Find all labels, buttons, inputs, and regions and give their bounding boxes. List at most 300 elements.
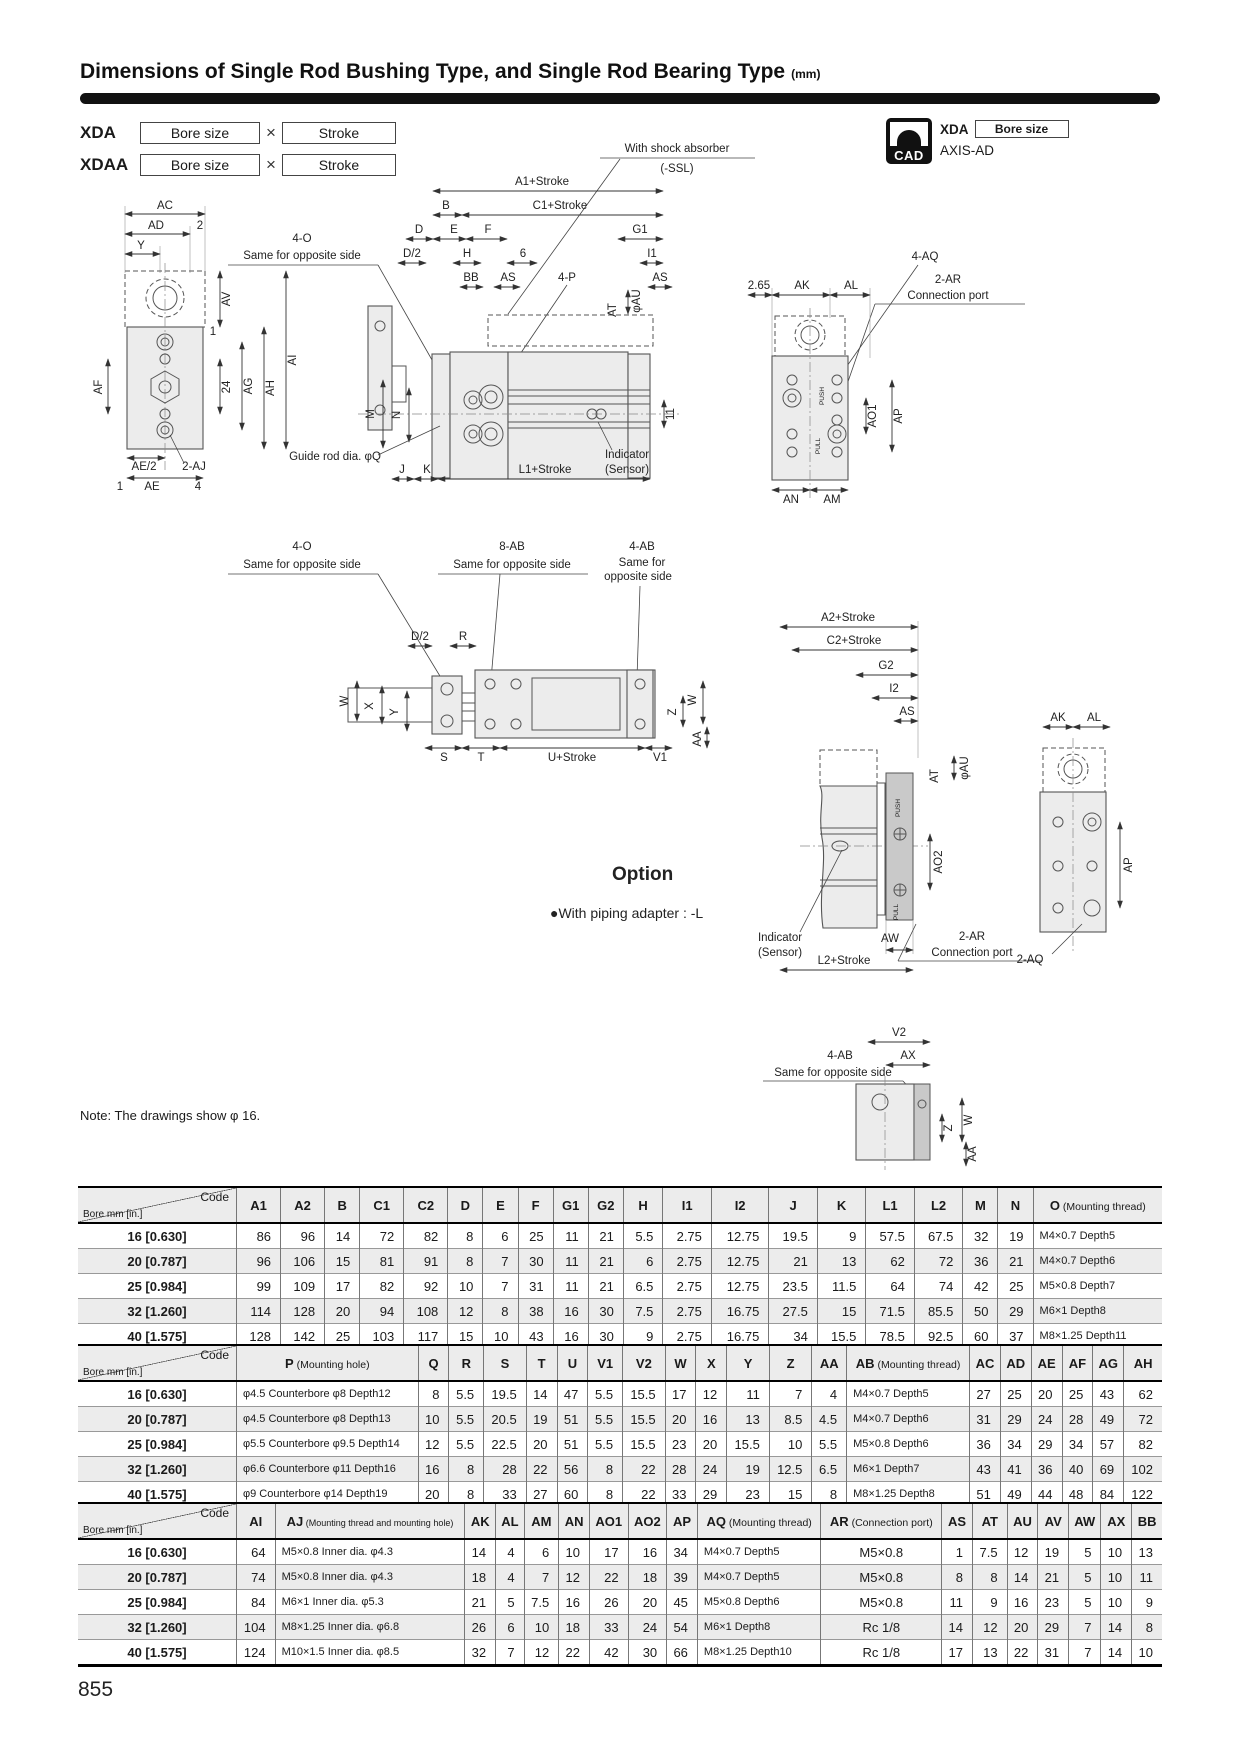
table-cell: 47 [557, 1381, 588, 1407]
table-cell: 45 [667, 1590, 698, 1615]
table-cell: 30 [628, 1640, 667, 1666]
table-cell: 62 [1124, 1381, 1162, 1407]
table-cell: 10 [769, 1432, 812, 1457]
dim-label: AW [880, 933, 900, 945]
table-cell: 10 [524, 1615, 559, 1640]
drawing-top-views [80, 138, 1160, 510]
table-cell: 21 [1038, 1565, 1069, 1590]
dim-label: I1 [647, 248, 657, 260]
dim-label: AA [692, 731, 704, 747]
table-cell: 2.75 [663, 1223, 712, 1249]
dim-label: AO2 [933, 850, 945, 874]
table-cell: 30 [588, 1324, 623, 1350]
table-cell: 5.5 [812, 1432, 847, 1457]
dim-label: AD [148, 220, 164, 232]
callout-label: 2-AR [958, 931, 986, 943]
table-cell: 37 [998, 1324, 1033, 1350]
table-cell: 34 [1000, 1432, 1031, 1457]
column-header: E [483, 1187, 518, 1223]
table-cell: 74 [237, 1565, 276, 1590]
table-cell: 10 [1101, 1539, 1132, 1565]
column-header: AA [812, 1345, 847, 1381]
dim-label: D/2 [411, 631, 429, 643]
bore-size-cell: 40 [1.575] [127, 1644, 187, 1660]
table-row [78, 1223, 1162, 1249]
table-cell: 64 [866, 1274, 915, 1299]
table-row [78, 1274, 1162, 1299]
table-cell: 82 [1124, 1432, 1162, 1457]
table-cell: 21 [769, 1249, 818, 1274]
column-header: Y [727, 1345, 770, 1381]
table-cell: 56 [557, 1457, 588, 1482]
table-cell: 4 [496, 1565, 524, 1590]
table-cell: 78.5 [866, 1324, 915, 1350]
table-cell: 5 [496, 1590, 524, 1615]
table-cell: M5×0.8 [821, 1590, 942, 1615]
stroke-box: Stroke [282, 154, 396, 176]
table-cell: M8×1.25 Depth10 [697, 1640, 820, 1666]
adapter-bottom-view [763, 1027, 979, 1170]
table-cell: 7 [1069, 1640, 1101, 1666]
table-cell: 40 [1062, 1457, 1093, 1482]
dimension-table-2 [78, 1344, 1162, 1509]
bore-size-cell: 20 [0.787] [127, 1569, 187, 1585]
table-row [78, 1381, 1162, 1407]
dimension-table-2-wrap [78, 1344, 1162, 1509]
table-cell: 7 [483, 1249, 518, 1274]
dim-label: L2+Stroke [817, 955, 871, 967]
table-row [78, 1457, 1162, 1482]
table-cell: 82 [360, 1274, 404, 1299]
table-row [78, 1249, 1162, 1274]
table-cell: 57.5 [866, 1223, 915, 1249]
table-cell: 20 [1031, 1381, 1062, 1407]
bore-size-cell: 40 [1.575] [127, 1486, 187, 1502]
table-cell: M5×0.8 [821, 1565, 942, 1590]
table-cell: 34 [769, 1324, 818, 1350]
column-header: X [696, 1345, 727, 1381]
table-cell: 29 [1031, 1432, 1062, 1457]
table-cell: 99 [237, 1274, 281, 1299]
table-cell: 7.5 [972, 1539, 1007, 1565]
table-cell: 64 [237, 1539, 276, 1565]
table-cell: 85.5 [914, 1299, 963, 1324]
table-row [78, 1407, 1162, 1432]
callout-label: 4-O [292, 233, 312, 245]
callout-label: Same for opposite side [774, 1067, 892, 1079]
dim-label: X [364, 702, 376, 710]
table-cell: 25 [998, 1274, 1033, 1299]
bore-size-cell: 32 [1.260] [127, 1461, 187, 1477]
table-cell: 44 [1031, 1482, 1062, 1508]
table-cell: 13 [972, 1640, 1007, 1666]
multiply-icon: × [266, 123, 276, 142]
column-header: AV [1038, 1503, 1069, 1539]
table-cell: 12 [972, 1615, 1007, 1640]
table-cell: 16 [553, 1299, 588, 1324]
column-header: S [484, 1345, 527, 1381]
callout-label: 2-AR [934, 274, 962, 286]
table-cell: 24 [696, 1457, 727, 1482]
table-cell: 69 [1093, 1457, 1124, 1482]
column-header: V2 [623, 1345, 666, 1381]
table-cell: 12.75 [711, 1274, 768, 1299]
table-row [78, 1432, 1162, 1457]
dim-label: W [963, 1114, 975, 1126]
table-cell: Rc 1/8 [821, 1615, 942, 1640]
callout-label: Connection port [931, 947, 1013, 959]
dim-label: U+Stroke [547, 752, 597, 764]
table-cell: 36 [1031, 1457, 1062, 1482]
table-cell: 7 [483, 1274, 518, 1299]
table-cell: 8.5 [769, 1407, 812, 1432]
piping-adapter-side-view [758, 612, 1042, 970]
dim-label: V1 [652, 752, 668, 764]
table-cell: 8 [418, 1381, 449, 1407]
table-cell: 60 [557, 1482, 588, 1508]
rear-end-view [748, 251, 1025, 506]
table-cell: 5 [1069, 1565, 1101, 1590]
table-cell: 6.5 [623, 1274, 663, 1299]
dim-label: Y [137, 240, 145, 252]
cad-label: CAD [894, 148, 924, 163]
dim-label: K [423, 464, 431, 476]
table-cell: 51 [557, 1407, 588, 1432]
table-cell: φ4.5 Counterbore φ8 Depth12 [237, 1381, 419, 1407]
table-cell: 15 [448, 1324, 483, 1350]
table-cell: 20 [526, 1432, 557, 1457]
table-cell: 8 [448, 1223, 483, 1249]
column-header: N [998, 1187, 1033, 1223]
table-cell: 14 [942, 1615, 973, 1640]
table-cell: 25 [325, 1324, 360, 1350]
table-cell: M6×1 Inner dia. φ5.3 [275, 1590, 465, 1615]
table-cell: 11 [553, 1249, 588, 1274]
table-cell: M4×0.7 Depth5 [697, 1565, 820, 1590]
column-header: A2 [281, 1187, 325, 1223]
callout-label: Connection port [907, 290, 989, 302]
dim-label: Z [943, 1124, 955, 1132]
callout-label: Indicator [604, 449, 650, 461]
table-cell: M5×0.8 Inner dia. φ4.3 [275, 1565, 465, 1590]
dim-label: B [442, 200, 450, 212]
callout-label: 4-AB [827, 1050, 853, 1062]
table-cell: 109 [281, 1274, 325, 1299]
bore-size-cell: 20 [0.787] [127, 1253, 187, 1269]
table-cell: 20.5 [484, 1407, 527, 1432]
table-cell: 18 [465, 1565, 496, 1590]
dim-label: C2+Stroke [826, 635, 882, 647]
dim-label: AO1 [867, 404, 879, 428]
dim-label: 1 [209, 326, 217, 338]
dim-label: Z [667, 708, 679, 716]
dim-label: 2-AJ [182, 461, 206, 473]
table-cell: 17 [325, 1274, 360, 1299]
table-cell: 7 [769, 1381, 812, 1407]
table-row [78, 1565, 1162, 1590]
table-cell: M6×1 Depth8 [1033, 1299, 1162, 1324]
table-cell: 8 [449, 1482, 484, 1508]
table-cell: 27 [526, 1482, 557, 1508]
table-cell: 33 [589, 1615, 628, 1640]
table-cell: 32 [465, 1640, 496, 1666]
table-cell: 25 [518, 1223, 553, 1249]
dim-label: W [339, 695, 351, 707]
cad-axis-label: AXIS-AD [940, 143, 995, 158]
table-cell: 12 [524, 1640, 559, 1666]
dim-label: 1 [116, 481, 124, 493]
callout-label: (Sensor) [604, 464, 650, 476]
column-header: W [665, 1345, 696, 1381]
table-cell: M5×0.8 [821, 1539, 942, 1565]
pull-label: PULL [815, 437, 822, 455]
bore-size-cell: 32 [1.260] [127, 1303, 187, 1319]
table-cell: 8 [588, 1482, 623, 1508]
table-cell: 82 [404, 1223, 448, 1249]
table-cell: 106 [281, 1249, 325, 1274]
table-cell: M4×0.7 Depth6 [1033, 1249, 1162, 1274]
page-number: 855 [78, 1678, 114, 1701]
table-cell: 7 [524, 1565, 559, 1590]
table-cell: 15.5 [727, 1432, 770, 1457]
table-cell: 14 [1101, 1640, 1132, 1666]
dimension-table-1-wrap [78, 1186, 1162, 1351]
bore-size-cell: 40 [1.575] [127, 1328, 187, 1344]
dim-label: E [450, 224, 458, 236]
table-cell: 14 [1101, 1615, 1132, 1640]
table-cell: 16.75 [711, 1324, 768, 1350]
table-cell: 84 [237, 1590, 276, 1615]
stroke-box: Stroke [282, 122, 396, 144]
column-header: T [526, 1345, 557, 1381]
table-cell: 29 [998, 1299, 1033, 1324]
table-cell: 19.5 [484, 1381, 527, 1407]
table-cell: 8 [1132, 1615, 1162, 1640]
column-header: AK [465, 1503, 496, 1539]
column-header: AI [237, 1503, 276, 1539]
table-cell: 20 [696, 1432, 727, 1457]
column-header: AP [667, 1503, 698, 1539]
column-header: BB [1132, 1503, 1162, 1539]
table-cell: 6 [483, 1223, 518, 1249]
table-cell: 84 [1093, 1482, 1124, 1508]
column-header: C1 [360, 1187, 404, 1223]
table-cell: 17 [589, 1539, 628, 1565]
table-cell: 11 [727, 1381, 770, 1407]
dim-label: D [414, 224, 424, 236]
bore-size-cell: 25 [0.984] [127, 1278, 187, 1294]
table-cell: 108 [404, 1299, 448, 1324]
table-cell: 11 [1132, 1565, 1162, 1590]
dim-label: J [399, 464, 405, 476]
table-cell: 15 [817, 1299, 866, 1324]
table-cell: 15.5 [623, 1432, 666, 1457]
table-cell: M4×0.7 Depth5 [697, 1539, 820, 1565]
column-header: F [518, 1187, 553, 1223]
column-header: AO2 [628, 1503, 667, 1539]
table-cell: 5.5 [449, 1381, 484, 1407]
table-cell: 31 [518, 1274, 553, 1299]
column-header: I1 [663, 1187, 712, 1223]
table-cell: 8 [483, 1299, 518, 1324]
table-cell: 22 [526, 1457, 557, 1482]
table-cell: 2.75 [663, 1324, 712, 1350]
callout-label: 8-AB [499, 541, 525, 553]
table-cell: 14 [1007, 1565, 1038, 1590]
table-cell: 4 [496, 1539, 524, 1565]
table-cell: 36 [970, 1432, 1001, 1457]
column-header: AB (Mounting thread) [847, 1345, 970, 1381]
table-cell: 60 [963, 1324, 998, 1350]
column-header: AT [972, 1503, 1007, 1539]
column-header: AX [1101, 1503, 1132, 1539]
table-cell: 16 [553, 1324, 588, 1350]
table-cell: 16 [1007, 1590, 1038, 1615]
cad-bore-box: Bore size [975, 120, 1069, 138]
table-cell: 20 [665, 1407, 696, 1432]
table-cell: 17 [942, 1640, 973, 1666]
table-cell: 5 [1069, 1590, 1101, 1615]
table-cell: 10 [559, 1539, 590, 1565]
table-cell: 22 [623, 1457, 666, 1482]
table-cell: 19 [727, 1457, 770, 1482]
table-cell: 12 [418, 1432, 449, 1457]
callout-label: 4-AB [629, 541, 655, 553]
table-cell: 36 [963, 1249, 998, 1274]
table-cell: 28 [665, 1457, 696, 1482]
table-cell: 8 [812, 1482, 847, 1508]
callout-label: Same for opposite side [243, 250, 361, 262]
dim-label: AG [243, 377, 255, 395]
table-cell: 51 [970, 1482, 1001, 1508]
column-header: AO1 [589, 1503, 628, 1539]
table-cell: 72 [360, 1223, 404, 1249]
dim-label: AK [794, 280, 810, 292]
table-cell: 10 [1132, 1640, 1162, 1666]
column-header: AU [1007, 1503, 1038, 1539]
table-cell: 5.5 [588, 1407, 623, 1432]
table-cell: 12 [559, 1565, 590, 1590]
table-cell: 49 [1093, 1407, 1124, 1432]
column-header: AF [1062, 1345, 1093, 1381]
table-cell: 2.75 [663, 1274, 712, 1299]
table-cell: 18 [559, 1615, 590, 1640]
bore-size-cell: 20 [0.787] [127, 1411, 187, 1427]
table-cell: 10 [483, 1324, 518, 1350]
column-header: AW [1069, 1503, 1101, 1539]
table-cell: 23.5 [769, 1274, 818, 1299]
table-cell: 2.75 [663, 1299, 712, 1324]
column-header: M [963, 1187, 998, 1223]
callout-label: 4-AQ [911, 251, 939, 263]
table-cell: 42 [589, 1640, 628, 1666]
table-cell: 32 [963, 1223, 998, 1249]
dim-label: A1+Stroke [514, 176, 570, 188]
column-header: L1 [866, 1187, 915, 1223]
table-cell: 124 [237, 1640, 276, 1666]
bore-size-cell: 25 [0.984] [127, 1436, 187, 1452]
table-cell: 13 [1132, 1539, 1162, 1565]
table-cell: 128 [237, 1324, 281, 1350]
table-cell: 15.5 [817, 1324, 866, 1350]
table-cell: 20 [325, 1299, 360, 1324]
dim-label: D/2 [403, 248, 421, 260]
callout-label: Guide rod dia. φQ [289, 451, 381, 463]
dim-label: H [462, 248, 472, 260]
table-cell: 12 [696, 1381, 727, 1407]
table-cell: 13 [817, 1249, 866, 1274]
table-cell: 16 [418, 1457, 449, 1482]
option-heading: Option [612, 864, 674, 885]
dim-label: 2 [196, 220, 204, 232]
table-cell: 21 [588, 1249, 623, 1274]
table-cell: 27.5 [769, 1299, 818, 1324]
table-cell: 8 [588, 1457, 623, 1482]
table-cell: 14 [526, 1381, 557, 1407]
table-cell: φ4.5 Counterbore φ8 Depth13 [237, 1407, 419, 1432]
table-cell: 6 [524, 1539, 559, 1565]
table-cell: 4.5 [812, 1407, 847, 1432]
bore-size-cell: 16 [0.630] [127, 1228, 187, 1244]
table-cell: 15 [769, 1482, 812, 1508]
dim-label: I2 [889, 683, 899, 695]
drawing-middle-views [80, 528, 1160, 1178]
column-header: V1 [588, 1345, 623, 1381]
table-cell: 6 [623, 1249, 663, 1274]
table-cell: M5×0.8 Depth6 [847, 1432, 970, 1457]
table-cell: M4×0.7 Depth5 [1033, 1223, 1162, 1249]
table-cell: 22 [589, 1565, 628, 1590]
table-cell: M5×0.8 Depth7 [1033, 1274, 1162, 1299]
table-cell: 96 [281, 1223, 325, 1249]
column-header: Z [769, 1345, 812, 1381]
table-cell: 11 [553, 1274, 588, 1299]
table-cell: 30 [588, 1299, 623, 1324]
column-header: AL [496, 1503, 524, 1539]
drawing-note: Note: The drawings show φ 16. [80, 1108, 261, 1123]
table-cell: 43 [518, 1324, 553, 1350]
dim-label: AT [929, 769, 941, 783]
dim-label: AL [1086, 712, 1102, 724]
table-cell: 21 [588, 1223, 623, 1249]
table-cell: 12.75 [711, 1223, 768, 1249]
table-cell: 49 [1000, 1482, 1031, 1508]
table-cell: 9 [972, 1590, 1007, 1615]
table-corner-header: Code Bore mm [in.] [78, 1345, 237, 1381]
dim-label: AS [500, 272, 516, 284]
table-cell: 8 [449, 1457, 484, 1482]
dim-label: L1+Stroke [518, 464, 572, 476]
column-header: L2 [914, 1187, 963, 1223]
title-unit: (mm) [791, 67, 821, 81]
model-code: XDAA [80, 155, 129, 174]
table-cell: 74 [914, 1274, 963, 1299]
dim-label: A2+Stroke [820, 612, 876, 624]
table-cell: M5×0.8 Depth6 [697, 1590, 820, 1615]
table-cell: 92 [404, 1274, 448, 1299]
table-cell: 15 [325, 1249, 360, 1274]
column-header: AJ (Mounting thread and mounting hole) [275, 1503, 465, 1539]
table-cell: 21 [588, 1274, 623, 1299]
table-cell: 72 [1124, 1407, 1162, 1432]
table-cell: 92.5 [914, 1324, 963, 1350]
callout-label: 4-P [558, 272, 576, 284]
table-cell: 12 [1007, 1539, 1038, 1565]
table-cell: 117 [404, 1324, 448, 1350]
column-header: A1 [237, 1187, 281, 1223]
table-cell: 26 [465, 1615, 496, 1640]
dim-label: AM [823, 494, 841, 506]
